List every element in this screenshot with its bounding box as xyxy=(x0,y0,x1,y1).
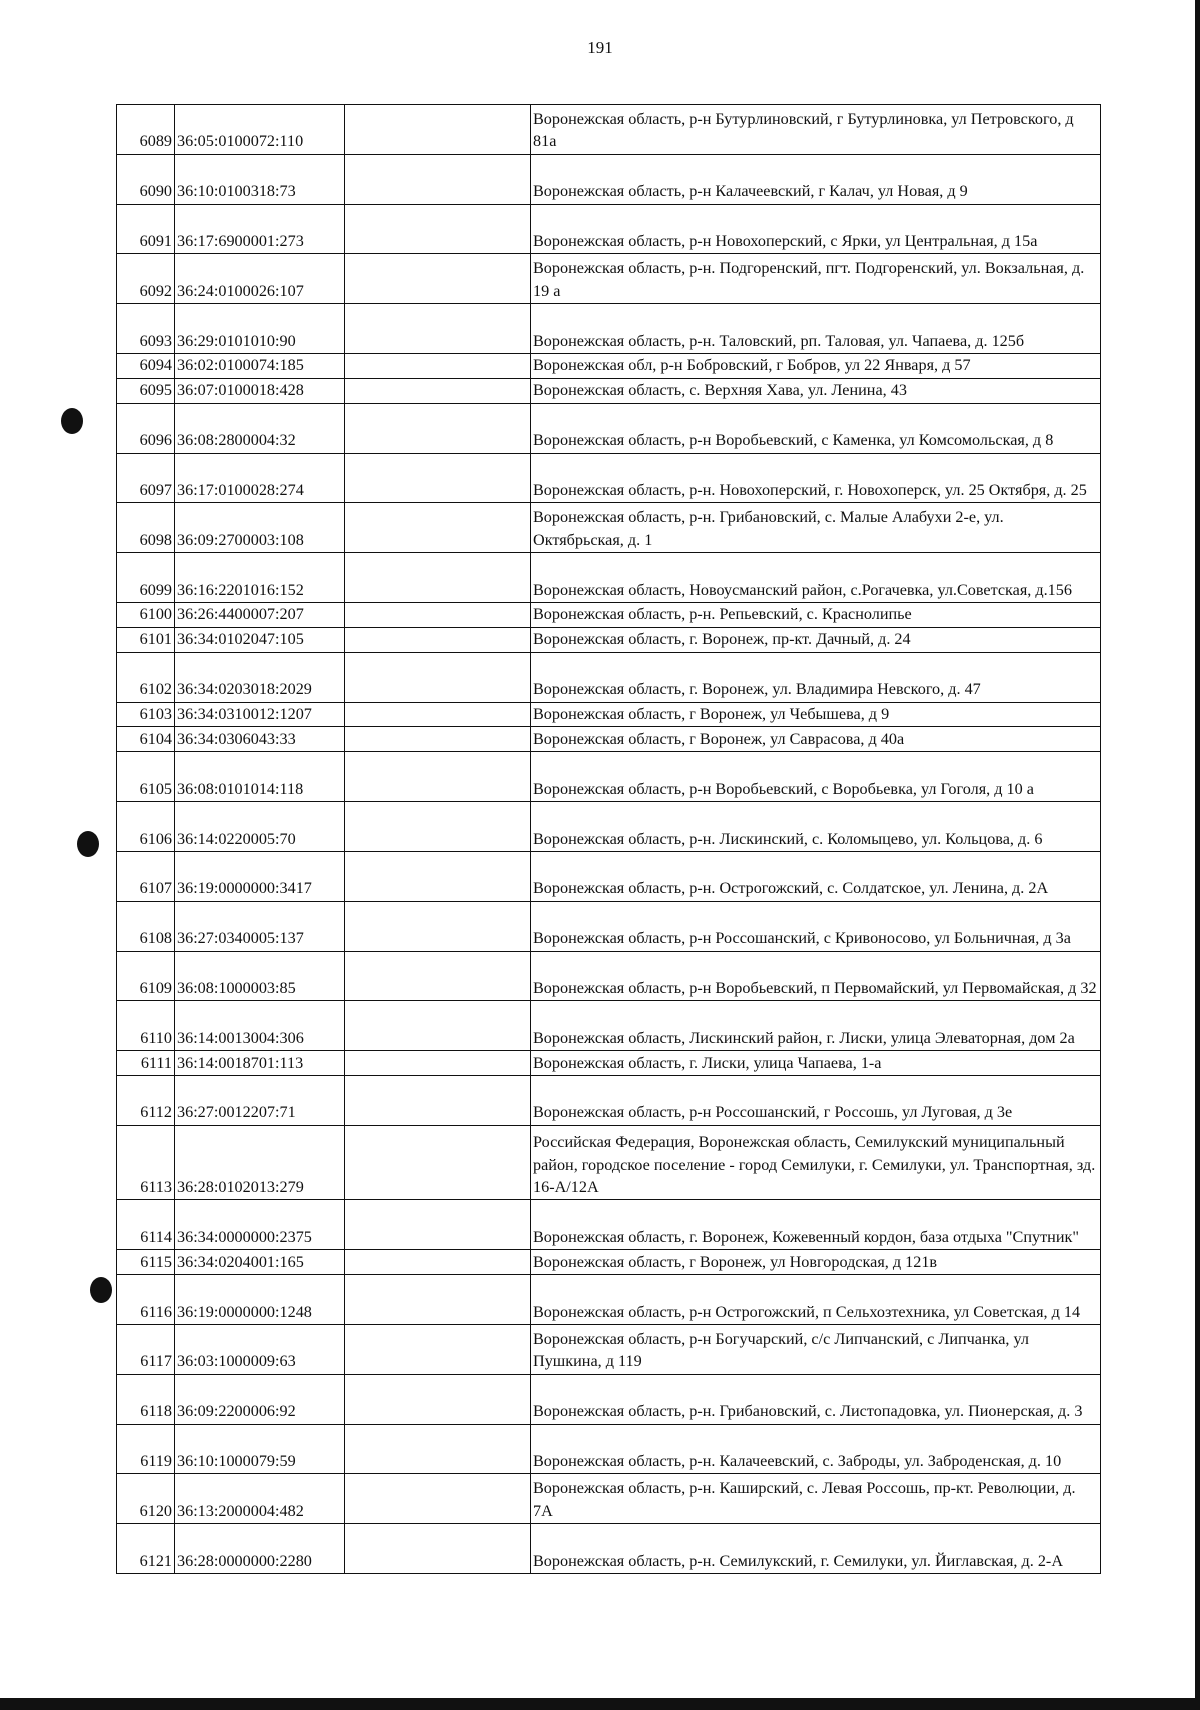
address: Воронежская область, р-н Воробьевский, с Воробьевка, ул Гоголя, д 10 а xyxy=(531,752,1101,802)
row-number: 6094 xyxy=(117,353,175,378)
cadastral-number: 36:16:2201016:152 xyxy=(175,553,345,603)
empty-cell xyxy=(345,254,531,304)
table-row xyxy=(117,403,1101,453)
address: Воронежская область, р-н Новохоперский, с Ярки, ул Центральная, д 15а xyxy=(531,204,1101,254)
registry-body xyxy=(117,105,1101,1574)
empty-cell xyxy=(345,378,531,403)
address: Воронежская область, Новоусманский район, с.Рогачевка, ул.Советская, д.156 xyxy=(531,553,1101,603)
row-number: 6115 xyxy=(117,1250,175,1275)
empty-cell xyxy=(345,727,531,752)
cadastral-number: 36:08:2800004:32 xyxy=(175,403,345,453)
cadastral-number: 36:19:0000000:1248 xyxy=(175,1275,345,1325)
row-number: 6091 xyxy=(117,204,175,254)
cadastral-number: 36:03:1000009:63 xyxy=(175,1324,345,1374)
row-number: 6120 xyxy=(117,1474,175,1524)
row-number: 6118 xyxy=(117,1374,175,1424)
table-row xyxy=(117,1075,1101,1125)
cadastral-number: 36:24:0100026:107 xyxy=(175,254,345,304)
empty-cell xyxy=(345,652,531,702)
table-row xyxy=(117,901,1101,951)
cadastral-number: 36:09:2200006:92 xyxy=(175,1374,345,1424)
table-row xyxy=(117,1474,1101,1524)
address: Воронежская область, г Воронеж, ул Новгородская, д 121в xyxy=(531,1250,1101,1275)
row-number: 6119 xyxy=(117,1424,175,1474)
row-number: 6093 xyxy=(117,304,175,354)
empty-cell xyxy=(345,1075,531,1125)
empty-cell xyxy=(345,453,531,503)
address: Воронежская область, р-н. Репьевский, с. Краснолипье xyxy=(531,602,1101,627)
row-number: 6090 xyxy=(117,154,175,204)
cadastral-number: 36:28:0000000:2280 xyxy=(175,1524,345,1574)
table-row xyxy=(117,752,1101,802)
address: Воронежская область, р-н Воробьевский, с Каменка, ул Комсомольская, д 8 xyxy=(531,403,1101,453)
cadastral-number: 36:05:0100072:110 xyxy=(175,105,345,155)
empty-cell xyxy=(345,627,531,652)
address: Воронежская область, г. Воронеж, ул. Владимира Невского, д. 47 xyxy=(531,652,1101,702)
table-row xyxy=(117,453,1101,503)
cadastral-number: 36:02:0100074:185 xyxy=(175,353,345,378)
table-row xyxy=(117,304,1101,354)
row-number: 6089 xyxy=(117,105,175,155)
table-row xyxy=(117,1051,1101,1076)
row-number: 6097 xyxy=(117,453,175,503)
address: Воронежская область, Лискинский район, г. Лиски, улица Элеваторная, дом 2а xyxy=(531,1001,1101,1051)
row-number: 6099 xyxy=(117,553,175,603)
address: Российская Федерация, Воронежская область, Семилукский муниципальный район, городское поселение - город Семилуки, г. Семилуки, ул. Транспортная, зд. 16-А/12А xyxy=(531,1125,1101,1200)
table-row xyxy=(117,951,1101,1001)
address: Воронежская область, г. Воронеж, пр-кт. Дачный, д. 24 xyxy=(531,627,1101,652)
table-row xyxy=(117,204,1101,254)
address: Воронежская область, р-н. Семилукский, г. Семилуки, ул. Йиглавская, д. 2-А xyxy=(531,1524,1101,1574)
cadastral-number: 36:26:4400007:207 xyxy=(175,602,345,627)
empty-cell xyxy=(345,1524,531,1574)
empty-cell xyxy=(345,752,531,802)
empty-cell xyxy=(345,105,531,155)
cadastral-number: 36:34:0204001:165 xyxy=(175,1250,345,1275)
address: Воронежская область, г Воронеж, ул Саврасова, д 40а xyxy=(531,727,1101,752)
cadastral-number: 36:27:0012207:71 xyxy=(175,1075,345,1125)
table-row xyxy=(117,1125,1101,1200)
cadastral-number: 36:28:0102013:279 xyxy=(175,1125,345,1200)
cadastral-number: 36:13:2000004:482 xyxy=(175,1474,345,1524)
cadastral-number: 36:17:0100028:274 xyxy=(175,453,345,503)
table-row xyxy=(117,378,1101,403)
empty-cell xyxy=(345,802,531,852)
table-row xyxy=(117,851,1101,901)
table-row xyxy=(117,553,1101,603)
address: Воронежская область, р-н. Калачеевский, с. Заброды, ул. Заброденская, д. 10 xyxy=(531,1424,1101,1474)
table-row xyxy=(117,254,1101,304)
cadastral-number: 36:34:0000000:2375 xyxy=(175,1200,345,1250)
row-number: 6107 xyxy=(117,851,175,901)
registry-table xyxy=(116,104,1101,1574)
address: Воронежская область, р-н Россошанский, г Россошь, ул Луговая, д 3е xyxy=(531,1075,1101,1125)
cadastral-number: 36:19:0000000:3417 xyxy=(175,851,345,901)
address: Воронежская область, р-н Россошанский, с Кривоносово, ул Больничная, д 3а xyxy=(531,901,1101,951)
empty-cell xyxy=(345,1200,531,1250)
row-number: 6116 xyxy=(117,1275,175,1325)
row-number: 6117 xyxy=(117,1324,175,1374)
empty-cell xyxy=(345,1275,531,1325)
address: Воронежская область, г. Воронеж, Кожевенный кордон, база отдыха "Спутник" xyxy=(531,1200,1101,1250)
row-number: 6113 xyxy=(117,1125,175,1200)
row-number: 6105 xyxy=(117,752,175,802)
empty-cell xyxy=(345,702,531,727)
scan-edge-right xyxy=(1195,0,1200,1710)
table-row xyxy=(117,627,1101,652)
address: Воронежская область, р-н Богучарский, с/с Липчанский, с Липчанка, ул Пушкина, д 119 xyxy=(531,1324,1101,1374)
row-number: 6104 xyxy=(117,727,175,752)
punch-hole-1 xyxy=(61,408,83,434)
row-number: 6100 xyxy=(117,602,175,627)
row-number: 6112 xyxy=(117,1075,175,1125)
table-row xyxy=(117,1374,1101,1424)
address: Воронежская обл, р-н Бобровский, г Бобров, ул 22 Января, д 57 xyxy=(531,353,1101,378)
row-number: 6102 xyxy=(117,652,175,702)
table-row xyxy=(117,1324,1101,1374)
empty-cell xyxy=(345,901,531,951)
table-row xyxy=(117,1524,1101,1574)
table-row xyxy=(117,1275,1101,1325)
row-number: 6110 xyxy=(117,1001,175,1051)
table-row xyxy=(117,154,1101,204)
table-row xyxy=(117,1001,1101,1051)
address: Воронежская область, р-н. Острогожский, с. Солдатское, ул. Ленина, д. 2А xyxy=(531,851,1101,901)
empty-cell xyxy=(345,1051,531,1076)
empty-cell xyxy=(345,602,531,627)
empty-cell xyxy=(345,1424,531,1474)
cadastral-number: 36:10:1000079:59 xyxy=(175,1424,345,1474)
row-number: 6108 xyxy=(117,901,175,951)
address: Воронежская область, р-н. Подгоренский, пгт. Подгоренский, ул. Вокзальная, д. 19 а xyxy=(531,254,1101,304)
cadastral-number: 36:14:0013004:306 xyxy=(175,1001,345,1051)
cadastral-number: 36:08:0101014:118 xyxy=(175,752,345,802)
address: Воронежская область, с. Верхняя Хава, ул. Ленина, 43 xyxy=(531,378,1101,403)
empty-cell xyxy=(345,1125,531,1200)
table-row xyxy=(117,503,1101,553)
table-row xyxy=(117,802,1101,852)
row-number: 6106 xyxy=(117,802,175,852)
row-number: 6092 xyxy=(117,254,175,304)
page-number: 191 xyxy=(587,38,613,57)
table-row xyxy=(117,1250,1101,1275)
row-number: 6095 xyxy=(117,378,175,403)
address: Воронежская область, р-н. Новохоперский, г. Новохоперск, ул. 25 Октября, д. 25 xyxy=(531,453,1101,503)
row-number: 6101 xyxy=(117,627,175,652)
cadastral-number: 36:34:0203018:2029 xyxy=(175,652,345,702)
table-row xyxy=(117,105,1101,155)
address: Воронежская область, р-н. Лискинский, с. Коломыцево, ул. Кольцова, д. 6 xyxy=(531,802,1101,852)
punch-hole-3 xyxy=(90,1277,112,1303)
empty-cell xyxy=(345,1374,531,1424)
table-row xyxy=(117,727,1101,752)
punch-hole-2 xyxy=(77,831,99,857)
empty-cell xyxy=(345,304,531,354)
empty-cell xyxy=(345,851,531,901)
empty-cell xyxy=(345,403,531,453)
empty-cell xyxy=(345,1324,531,1374)
cadastral-number: 36:14:0018701:113 xyxy=(175,1051,345,1076)
cadastral-number: 36:29:0101010:90 xyxy=(175,304,345,354)
row-number: 6111 xyxy=(117,1051,175,1076)
address: Воронежская область, г Воронеж, ул Чебышева, д 9 xyxy=(531,702,1101,727)
table-row xyxy=(117,1200,1101,1250)
row-number: 6096 xyxy=(117,403,175,453)
row-number: 6114 xyxy=(117,1200,175,1250)
empty-cell xyxy=(345,553,531,603)
cadastral-number: 36:34:0102047:105 xyxy=(175,627,345,652)
empty-cell xyxy=(345,1250,531,1275)
empty-cell xyxy=(345,204,531,254)
address: Воронежская область, р-н. Грибановский, с. Малые Алабухи 2-е, ул. Октябрьская, д. 1 xyxy=(531,503,1101,553)
cadastral-number: 36:07:0100018:428 xyxy=(175,378,345,403)
address: Воронежская область, р-н Острогожский, п Сельхозтехника, ул Советская, д 14 xyxy=(531,1275,1101,1325)
row-number: 6103 xyxy=(117,702,175,727)
cadastral-number: 36:14:0220005:70 xyxy=(175,802,345,852)
cadastral-number: 36:34:0306043:33 xyxy=(175,727,345,752)
empty-cell xyxy=(345,353,531,378)
table-row xyxy=(117,602,1101,627)
table-row xyxy=(117,702,1101,727)
cadastral-number: 36:34:0310012:1207 xyxy=(175,702,345,727)
empty-cell xyxy=(345,503,531,553)
address: Воронежская область, р-н Бутурлиновский, г Бутурлиновка, ул Петровского, д 81а xyxy=(531,105,1101,155)
address: Воронежская область, г. Лиски, улица Чапаева, 1-а xyxy=(531,1051,1101,1076)
row-number: 6098 xyxy=(117,503,175,553)
table-row xyxy=(117,1424,1101,1474)
table-row xyxy=(117,652,1101,702)
row-number: 6109 xyxy=(117,951,175,1001)
address: Воронежская область, р-н. Грибановский, с. Листопадовка, ул. Пионерская, д. 3 xyxy=(531,1374,1101,1424)
empty-cell xyxy=(345,1001,531,1051)
address: Воронежская область, р-н Калачеевский, г Калач, ул Новая, д 9 xyxy=(531,154,1101,204)
scan-edge-bottom xyxy=(0,1698,1200,1710)
empty-cell xyxy=(345,154,531,204)
cadastral-number: 36:08:1000003:85 xyxy=(175,951,345,1001)
empty-cell xyxy=(345,951,531,1001)
table-row xyxy=(117,353,1101,378)
cadastral-number: 36:17:6900001:273 xyxy=(175,204,345,254)
address: Воронежская область, р-н. Каширский, с. Левая Россошь, пр-кт. Революции, д. 7А xyxy=(531,1474,1101,1524)
address: Воронежская область, р-н Воробьевский, п Первомайский, ул Первомайская, д 32 xyxy=(531,951,1101,1001)
empty-cell xyxy=(345,1474,531,1524)
cadastral-number: 36:09:2700003:108 xyxy=(175,503,345,553)
cadastral-number: 36:10:0100318:73 xyxy=(175,154,345,204)
address: Воронежская область, р-н. Таловский, рп. Таловая, ул. Чапаева, д. 125б xyxy=(531,304,1101,354)
row-number: 6121 xyxy=(117,1524,175,1574)
cadastral-number: 36:27:0340005:137 xyxy=(175,901,345,951)
